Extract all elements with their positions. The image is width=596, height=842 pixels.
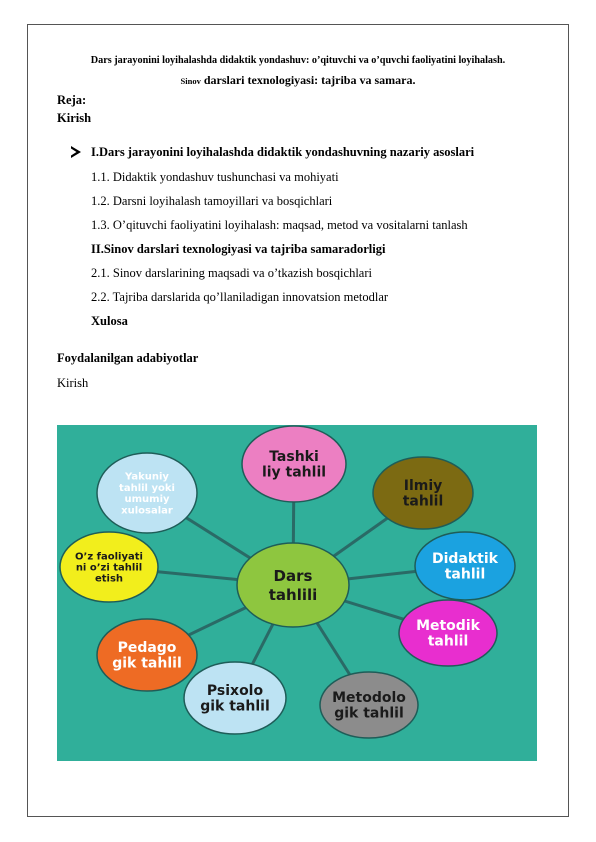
center-node bbox=[237, 543, 349, 627]
item-1-3: 1.3. O’qituvchi faoliyatini loyihalash: maqsad, metod va vositalarni tanlash bbox=[91, 218, 468, 232]
node-label: Didaktik bbox=[431, 551, 499, 568]
node-label: gik tahlil bbox=[334, 705, 404, 722]
plan-heading: Reja: bbox=[57, 93, 87, 107]
node-label: tahlil bbox=[427, 633, 469, 650]
analysis-node bbox=[97, 619, 197, 691]
node-label: Pedago bbox=[117, 640, 177, 657]
center-label: tahlili bbox=[268, 586, 318, 604]
node-label: Metodik bbox=[416, 618, 480, 635]
node-label: Psixolo bbox=[206, 683, 264, 700]
node-label: gik tahlil bbox=[200, 698, 270, 715]
item-1-1: 1.1. Didaktik yondashuv tushunchasi va mohiyati bbox=[91, 170, 339, 184]
title-rest: darslari texnologiyasi: tajriba va samara. bbox=[200, 73, 416, 87]
references-heading: Foydalanilgan adabiyotlar bbox=[57, 351, 199, 365]
analysis-node bbox=[415, 532, 515, 600]
item-1-2: 1.2. Darsni loyihalash tamoyillari va bosqichlari bbox=[91, 194, 333, 208]
xulosa-heading: Xulosa bbox=[91, 314, 128, 328]
analysis-node bbox=[373, 457, 473, 529]
node-label: Metodolo bbox=[332, 690, 406, 707]
title-prefix: Sinov bbox=[180, 76, 201, 86]
analysis-node bbox=[60, 532, 158, 602]
item-2-1: 2.1. Sinov darslarining maqsadi va o’tkazish bosqichlari bbox=[91, 266, 372, 280]
node-label: ni o’zi tahlil bbox=[75, 562, 143, 574]
center-ellipse bbox=[237, 543, 349, 627]
node-label: tahlil bbox=[444, 566, 486, 583]
kirish-heading: Kirish bbox=[57, 111, 92, 125]
node-label: tahlil bbox=[402, 493, 444, 510]
document-title-line-2 bbox=[0, 73, 596, 88]
node-label: Tashki bbox=[269, 449, 319, 466]
analysis-node bbox=[399, 600, 497, 666]
document-title-line-1: Dars jarayonini loyihalashda didaktik yondashuv: o’qituvchi va o’quvchi faoliyatini loyihalash. bbox=[90, 55, 506, 66]
node-label: liy tahlil bbox=[261, 464, 327, 481]
section-2-title: II.Sinov darslari texnologiyasi va tajriba samaradorligi bbox=[91, 242, 386, 256]
analysis-node bbox=[184, 662, 286, 734]
analysis-node bbox=[97, 453, 197, 533]
center-label: Dars bbox=[273, 567, 313, 585]
lesson-analysis-diagram bbox=[57, 425, 537, 761]
node-label: umumiy bbox=[124, 494, 170, 506]
node-label: Ilmiy bbox=[403, 478, 443, 495]
node-label: tahlil yoki bbox=[119, 482, 175, 494]
node-label: O’z faoliyati bbox=[75, 551, 143, 563]
kirish-subheading: Kirish bbox=[57, 376, 89, 390]
analysis-node bbox=[242, 426, 346, 502]
item-2-2: 2.2. Tajriba darslarida qo’llaniladigan innovatsion metodlar bbox=[91, 290, 389, 304]
section-1-title: I.Dars jarayonini loyihalashda didaktik yondashuvning nazariy asoslari bbox=[91, 145, 475, 159]
node-label: Yakuniy bbox=[125, 471, 169, 483]
arrow-bullet-icon bbox=[69, 145, 83, 159]
analysis-node bbox=[320, 672, 418, 738]
node-label: xulosalar bbox=[121, 505, 173, 517]
node-label: gik tahlil bbox=[112, 655, 182, 672]
node-label: etish bbox=[94, 573, 124, 585]
